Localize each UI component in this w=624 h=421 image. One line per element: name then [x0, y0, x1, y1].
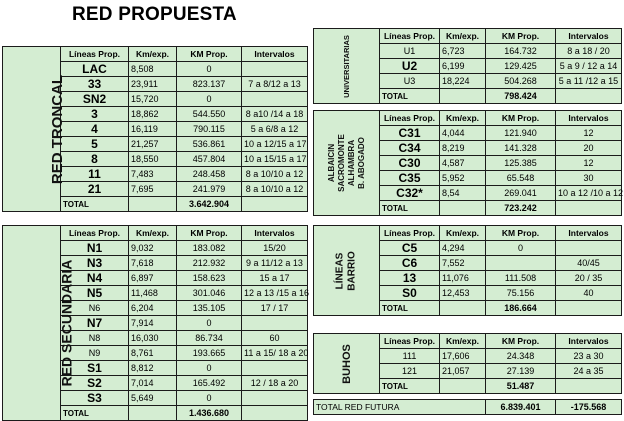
total-red-futura-label: TOTAL RED FUTURA — [314, 400, 486, 415]
table-row: N3 7,618 212.932 9 a 11/12 a 13 — [3, 256, 308, 271]
table-row: 13 11,076 111.508 20 / 35 — [314, 271, 622, 286]
albaicin-label: ALBAICIN SACROMONTE ALHAMBRA B. ABOGADO — [314, 111, 380, 216]
table-row: N7 7,914 0 — [3, 316, 308, 331]
total-value: 51.487 — [486, 379, 556, 394]
table-row: LAC 8,508 0 — [3, 62, 308, 77]
total-row: TOTAL 1.436.680 — [3, 406, 308, 421]
page-title: RED PROPUESTA — [72, 4, 237, 25]
lineas-barrio-table: LÍNEAS BARRIO Líneas Prop. Km/exp. KM Prop. Intervalos C5 4,294 0 C6 7,552 40/45 13 11,076 111.508 20 / 35 S0 12,453 75.156 40 TOTAL 186.664 — [313, 225, 622, 316]
total-value: 798.424 — [486, 89, 556, 104]
buhos-label: BUHOS — [314, 334, 380, 394]
total-row: TOTAL 51.487 — [314, 379, 622, 394]
table-row: S1 8,812 0 — [3, 361, 308, 376]
table-row: N1 9,032 183.082 15/20 — [3, 241, 308, 256]
universitarias-label: UNIVERSITARIAS — [314, 29, 380, 104]
table-row: 5 21,257 536.861 10 a 12/15 a 17 — [3, 137, 308, 152]
table-row: C5 4,294 0 — [314, 241, 622, 256]
table-row: 3 18,862 544.550 8 a10 /14 a 18 — [3, 107, 308, 122]
col-header-km-exp: Km/exp. — [129, 47, 177, 62]
col-header-km-prop: KM Prop. — [177, 47, 242, 62]
universitarias-table: UNIVERSITARIAS Líneas Prop. Km/exp. KM Prop. Intervalos U1 6,723 164.732 8 a 18 / 20 U2 6,199 129.425 5 a 9 / 12 a 14 U3 18,224 504.268 5 a 11 /12 a 15 TOTAL 798.424 — [313, 28, 622, 104]
table-row: C6 7,552 40/45 — [314, 256, 622, 271]
red-troncal-table — [2, 46, 308, 212]
lineas-barrio-label: LÍNEAS BARRIO — [314, 226, 380, 316]
total-red-futura-value: 6.839.401 — [486, 400, 556, 415]
table-row: C32* 8,54 269.041 10 a 12 /10 a 12 — [314, 186, 622, 201]
red-secundaria-table: RED SECUNDARIA Líneas Prop. Km/exp. KM Prop. Intervalos N1 9,032 183.082 15/20 N3 7,618 212.932 9 a 11/12 a 13 N4 6,897 158.623 15 a 17 N5 11,468 301.046 12 a 13 /15 a 16 N6 6,204 135.105 17 / 17 N7 7,914 0 N8 16,030 86.734 60 N9 8,761 193.665 11 a 15/ 18 a 20 S1 8,812 0 S2 7,014 165.492 12 / 18 a 20 S3 5,649 0 TOTAL 1.436.680 — [2, 225, 308, 421]
total-value: 723.242 — [486, 201, 556, 216]
table-row: S3 5,649 0 — [3, 391, 308, 406]
buhos-table: BUHOS Líneas Prop. Km/exp. KM Prop. Intervalos 111 17,606 24.348 23 a 30 121 21,057 27.139 24 a 35 TOTAL 51.487 — [313, 333, 622, 394]
total-row: TOTAL 798.424 — [314, 89, 622, 104]
table-row: S2 7,014 165.492 12 / 18 a 20 — [3, 376, 308, 391]
total-row: TOTAL 723.242 — [314, 201, 622, 216]
red-troncal-label: RED TRONCAL — [3, 47, 61, 212]
table-row: N4 6,897 158.623 15 a 17 — [3, 271, 308, 286]
table-row: U2 6,199 129.425 5 a 9 / 12 a 14 — [314, 59, 622, 74]
table-row: S0 12,453 75.156 40 — [314, 286, 622, 301]
table-row: 8 18,550 457.804 10 a 15/15 a 17 — [3, 152, 308, 167]
table-row: U3 18,224 504.268 5 a 11 /12 a 15 — [314, 74, 622, 89]
table-row: N9 8,761 193.665 11 a 15/ 18 a 20 — [3, 346, 308, 361]
table-row: C34 8,219 141.328 20 — [314, 141, 622, 156]
col-header-lineas: Líneas Prop. — [61, 47, 129, 62]
total-value: 1.436.680 — [177, 406, 242, 421]
table-row: 111 17,606 24.348 23 a 30 — [314, 349, 622, 364]
albaicin-table: ALBAICIN SACROMONTE ALHAMBRA B. ABOGADO Líneas Prop. Km/exp. KM Prop. Intervalos C31 4,044 121.940 12 C34 8,219 141.328 20 C30 4,587 125.385 12 C35 5,952 65.548 30 C32* 8,54 269.041 10 a 12 /10 a 12 TOTAL 723.242 — [313, 110, 622, 216]
total-value: 3.642.904 — [177, 197, 242, 212]
table-row: C35 5,952 65.548 30 — [314, 171, 622, 186]
total-red-futura-table — [313, 399, 622, 415]
total-row: TOTAL 186.664 — [314, 301, 622, 316]
total-red-futura-diff: -175.568 — [556, 400, 622, 415]
table-row: 121 21,057 27.139 24 a 35 — [314, 364, 622, 379]
table-row: 4 16,119 790.115 5 a 6/8 a 12 — [3, 122, 308, 137]
table-row: N8 16,030 86.734 60 — [3, 331, 308, 346]
table-row: 21 7,695 241.979 8 a 10/10 a 12 — [3, 182, 308, 197]
table-row: N5 11,468 301.046 12 a 13 /15 a 16 — [3, 286, 308, 301]
table-row: 33 23,911 823.137 7 a 8/12 a 13 — [3, 77, 308, 92]
total-red-futura-row — [314, 400, 622, 415]
table-row: U1 6,723 164.732 8 a 18 / 20 — [314, 44, 622, 59]
table-row: C31 4,044 121.940 12 — [314, 126, 622, 141]
red-secundaria-label: RED SECUNDARIA — [3, 226, 61, 421]
total-row: TOTAL 3.642.904 — [3, 197, 308, 212]
total-value: 186.664 — [486, 301, 556, 316]
col-header-intervalos: Intervalos — [242, 47, 308, 62]
table-row: C30 4,587 125.385 12 — [314, 156, 622, 171]
table-row: SN2 15,720 0 — [3, 92, 308, 107]
table-row: 11 7,483 248.458 8 a 10/10 a 12 — [3, 167, 308, 182]
table-row: N6 6,204 135.105 17 / 17 — [3, 301, 308, 316]
